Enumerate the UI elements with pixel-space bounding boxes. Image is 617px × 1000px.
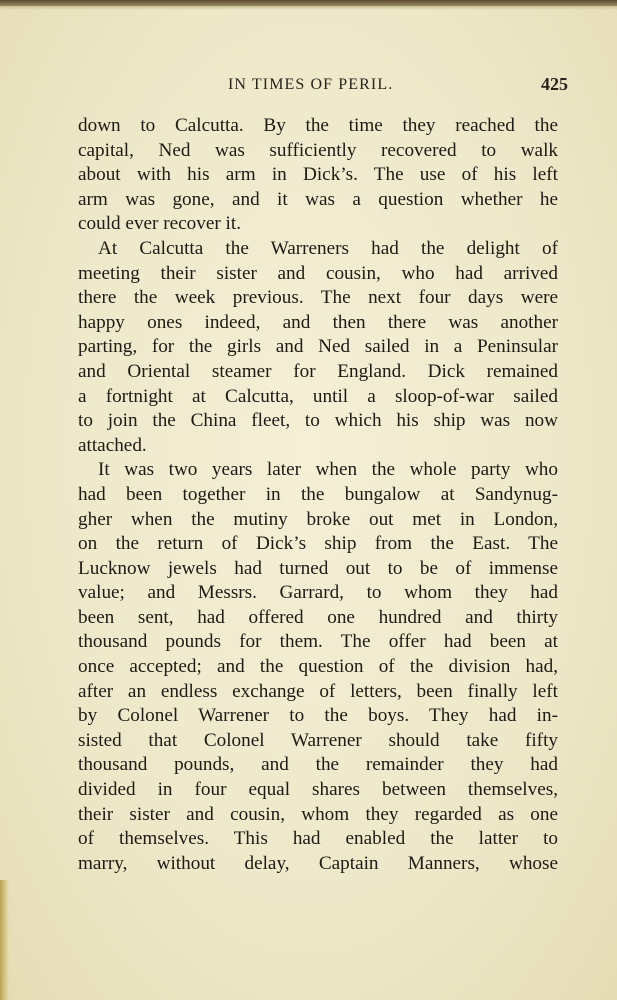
text-line: value; and Messrs. Garrard, to whom they had bbox=[78, 582, 558, 604]
text-line: there the week previous. The next four days were bbox=[78, 287, 558, 309]
text-line: by Colonel Warrener to the boys. They had in- bbox=[78, 705, 558, 727]
text-line: thousand pounds, and the remainder they had bbox=[78, 754, 558, 776]
text-line: meeting their sister and cousin, who had arrived bbox=[78, 262, 558, 284]
text-line: sisted that Colonel Warrener should take fifty bbox=[78, 729, 558, 751]
text-line: divided in four equal shares between themselves, bbox=[78, 779, 558, 801]
text-line: after an endless exchange of letters, been finally left bbox=[78, 680, 558, 702]
page-header bbox=[78, 76, 568, 100]
text-line: once accepted; and the question of the division had, bbox=[78, 656, 558, 678]
text-line: their sister and cousin, whom they regarded as one bbox=[78, 803, 558, 825]
text-line: to join the China fleet, to which his ship was now bbox=[78, 410, 558, 432]
text-line: marry, without delay, Captain Manners, whose bbox=[78, 852, 558, 874]
page-number: 425 bbox=[541, 74, 568, 94]
text-line: arm was gone, and it was a question whether he bbox=[78, 188, 558, 210]
text-line: thousand pounds for them. The offer had been at bbox=[78, 631, 558, 653]
text-line: Lucknow jewels had turned out to be of immense bbox=[78, 557, 558, 579]
text-line: parting, for the girls and Ned sailed in a Peninsular bbox=[78, 336, 558, 358]
text-line: happy ones indeed, and then there was another bbox=[78, 311, 558, 333]
text-line: At Calcutta the Warreners had the delight of bbox=[98, 237, 558, 259]
body-text bbox=[78, 114, 558, 876]
text-line: of themselves. This had enabled the latter to bbox=[78, 828, 558, 850]
text-line: It was two years later when the whole party who bbox=[98, 459, 558, 481]
text-line: on the return of Dick’s ship from the East. The bbox=[78, 533, 558, 555]
text-line: down to Calcutta. By the time they reached the bbox=[78, 115, 558, 136]
page-top-shadow bbox=[0, 6, 617, 10]
text-line: been sent, had offered one hundred and thirty bbox=[78, 606, 558, 628]
text-line: gher when the mutiny broke out met in London, bbox=[78, 508, 558, 530]
text-line: about with his arm in Dick’s. The use of his left bbox=[78, 164, 558, 186]
text-line: a fortnight at Calcutta, until a sloop-of-war sailed bbox=[78, 385, 558, 407]
text-line: and Oriental steamer for England. Dick remained bbox=[78, 360, 558, 382]
text-line: could ever recover it. bbox=[78, 213, 242, 235]
text-line: had been together in the bungalow at Sandynug- bbox=[78, 483, 558, 505]
text-line: attached. bbox=[78, 434, 147, 456]
binding-edge bbox=[0, 880, 9, 1000]
running-head: IN TIMES OF PERIL. bbox=[228, 76, 394, 93]
text-line: capital, Ned was sufficiently recovered to walk bbox=[78, 139, 558, 161]
